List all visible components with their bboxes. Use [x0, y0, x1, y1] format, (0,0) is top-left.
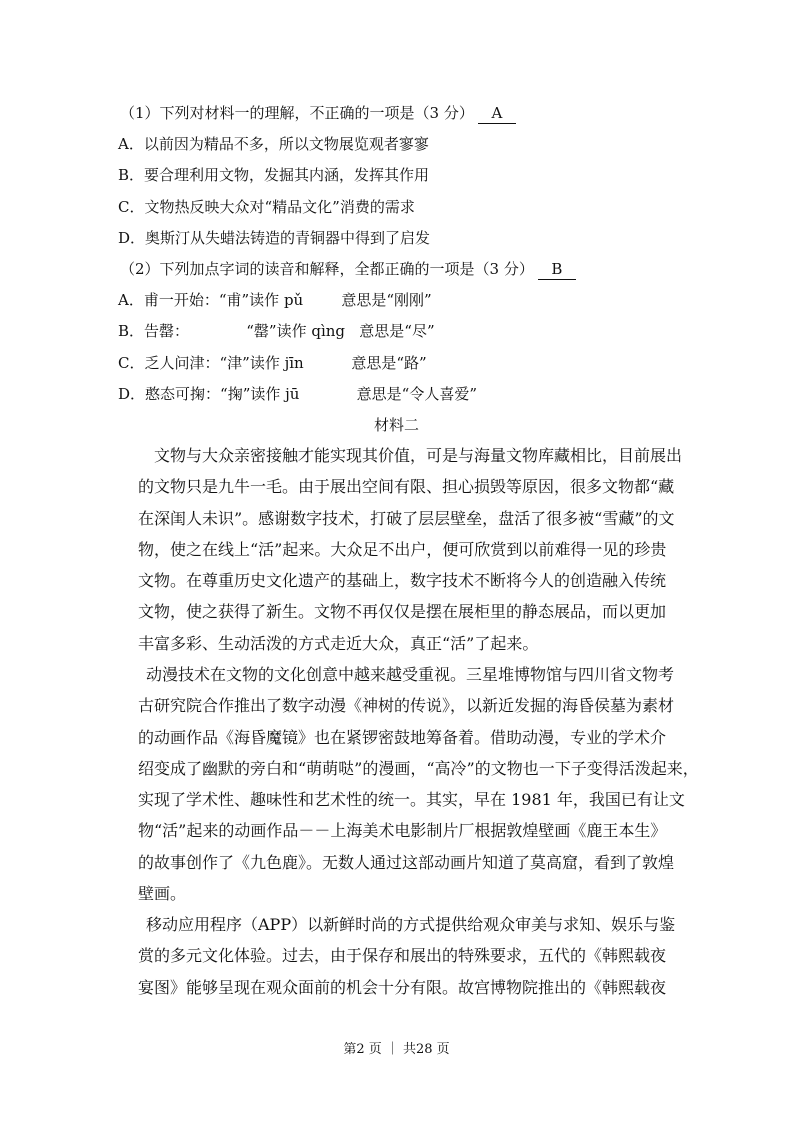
question-1-option-c: C．文物热反映大众对“精品文化”消费的需求 — [118, 198, 415, 216]
paragraph-1 — [138, 440, 683, 659]
paragraph-line: 赏的多元文化体验。过去，由于保存和展出的特殊要求，五代的《韩熙载夜 — [138, 946, 667, 966]
paragraph-line: 移动应用程序（APP）以新鲜时尚的方式提供给观众审美与求知、娱乐与鉴 — [146, 915, 676, 934]
paragraph-line: 实现了学术性、趣味性和艺术性的统一。其实，早在 1981 年，我国已有让文 — [138, 790, 685, 810]
question-2-option-c: C．乏人问津：“津”读作 jīn 意思是“路” — [118, 354, 427, 372]
question-2-option-a: A．甫一开始：“甫”读作 pǔ 意思是“刚刚” — [118, 291, 432, 309]
section-title: 材料二 — [373, 416, 419, 434]
paragraph-line: 绍变成了幽默的旁白和“萌萌哒”的漫画，“高冷”的文物也一下子变得活泼起来， — [138, 758, 699, 778]
paragraph-line: 在深闺人未识”。感谢数字技术，打破了层层壁垒，盘活了很多被“雪藏”的文 — [138, 508, 675, 528]
question-2-option-d: D．憨态可掬：“掬”读作 jū 意思是“令人喜爱” — [118, 385, 477, 403]
paragraph-line: 物，使之在线上“活”起来。大众足不出户，便可欣赏到以前难得一见的珍贵 — [138, 539, 667, 559]
page-footer: 第2 页 ｜ 共28 页 — [343, 1042, 450, 1057]
paragraph-line: 宴图》能够呈现在观众面前的机会十分有限。故宫博物院推出的《韩熙载夜 — [138, 977, 667, 997]
paragraph-line: 壁画。 — [138, 884, 187, 904]
paragraph-3 — [138, 909, 678, 1003]
paragraph-line: 的动画作品《海昏魔镜》也在紧锣密鼓地筹备着。借助动漫，专业的学术介 — [138, 727, 667, 747]
question-2-stem: （2）下列加点字词的读音和解释，全都正确的一项是（3 分） B — [120, 259, 576, 280]
paragraph-line: 丰富多彩、生动活泼的方式走近大众，真正“活”了起来。 — [138, 633, 539, 653]
question-1-option-a: A．以前因为精品不多，所以文物展览观者寥寥 — [118, 135, 429, 153]
paragraph-line: 古研究院合作推出了数字动漫《神树的传说》，以新近发掘的海昏侯墓为素材 — [138, 696, 675, 716]
question-1-option-d: D．奥斯汀从失蜡法铸造的青铜器中得到了启发 — [118, 229, 431, 247]
paragraph-line: 动漫技术在文物的文化创意中越来越受重视。三星堆博物馆与四川省文物考 — [146, 665, 675, 684]
paragraph-2 — [138, 659, 699, 909]
paragraph-line: 物“活”起来的动画作品－－上海美术电影制片厂根据敦煌壁画《鹿王本生》 — [138, 821, 667, 841]
question-2-option-b: B．告罄： “罄”读作 qìng 意思是“尽” — [118, 322, 435, 340]
paragraph-line: 文物与大众亲密接触才能实现其价值，可是与海量文物库藏相比，目前展出 — [138, 446, 683, 465]
question-1-answer: A — [478, 103, 516, 124]
paragraph-line: 文物。在尊重历史文化遗产的基础上，数字技术不断将今人的创造融入传统 — [138, 571, 667, 591]
paragraph-line: 文物，使之获得了新生。文物不再仅仅是摆在展柜里的静态展品，而以更加 — [138, 602, 667, 622]
paragraph-line: 的故事创作了《九色鹿》。无数人通过这部动画片知道了莫高窟，看到了敦煌 — [138, 852, 675, 872]
question-2-answer: B — [538, 259, 576, 280]
paragraph-line: 的文物只是九牛一毛。由于展出空间有限、担心损毁等原因，很多文物都“藏 — [138, 477, 675, 497]
question-1-stem: （1）下列对材料一的理解，不正确的一项是（3 分） A — [120, 103, 516, 124]
question-1-option-b: B．要合理利用文物，发掘其内涵，发挥其作用 — [118, 166, 430, 184]
